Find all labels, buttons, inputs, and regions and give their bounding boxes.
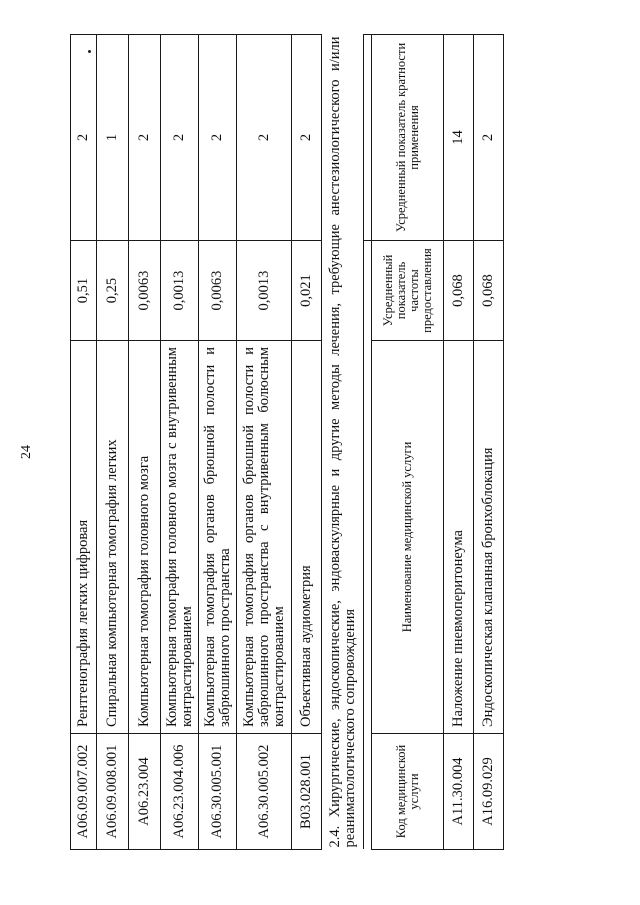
service-code: B03.028.001 [292, 734, 322, 850]
spacer-row [364, 35, 372, 850]
service-name: Наложение пневмоперитонеума [444, 341, 474, 734]
table-row [199, 35, 237, 850]
section-cell [322, 35, 364, 850]
table-row [292, 35, 322, 850]
header-code: Код медицинской услуги [372, 734, 444, 850]
multiplicity-value: 14 [444, 35, 474, 241]
table-row [237, 35, 292, 850]
frequency-value: 0,51 [71, 241, 97, 341]
services-table [70, 34, 504, 850]
multiplicity-value: 2 [199, 35, 237, 241]
table-row [97, 35, 129, 850]
frequency-value: 0,25 [97, 241, 129, 341]
table-row [161, 35, 199, 850]
service-code: A11.30.004 [444, 734, 474, 850]
header-name: Наименование медицинской услуги [372, 341, 444, 734]
service-name: Компьютерная томография органов брюшной полости и забрюшинного пространства [199, 341, 237, 734]
header-multiplicity: Усредненный показатель кратности применения [372, 35, 444, 241]
header-row [372, 35, 444, 850]
frequency-value: 0,068 [444, 241, 474, 341]
multiplicity-value: 2 [71, 35, 97, 241]
table-row [474, 35, 504, 850]
frequency-value: 0,0063 [199, 241, 237, 341]
service-name: Эндоскопическая клапанная бронхоблокация [474, 341, 504, 734]
page-number: 24 [19, 445, 34, 459]
frequency-value: 0,0063 [129, 241, 161, 341]
service-code: A16.09.029 [474, 734, 504, 850]
service-name: Рентгенография легких цифровая [71, 341, 97, 734]
service-code: A06.09.008.001 [97, 734, 129, 850]
table-row [129, 35, 161, 850]
service-code: A06.23.004 [129, 734, 161, 850]
section-row [322, 35, 364, 850]
multiplicity-value: 2 [129, 35, 161, 241]
table-row [444, 35, 474, 850]
frequency-value: 0,0013 [237, 241, 292, 341]
multiplicity-value: 2 [474, 35, 504, 241]
rotated-table-area [70, 35, 530, 850]
service-name: Спиральная компьютерная томография легких [97, 341, 129, 734]
table-row [71, 35, 97, 850]
section-title: 2.4. Хирургические, эндоскопические, эндоваскулярные и другие методы лечения, требующие анестезиологического и/или реаниматологического сопровождения [326, 36, 358, 848]
multiplicity-value: 1 [97, 35, 129, 241]
header-frequency: Усредненный показатель частоты предоставления [372, 241, 444, 341]
service-code: A06.09.007.002 [71, 734, 97, 850]
multiplicity-value: 2 [292, 35, 322, 241]
service-code: A06.30.005.001 [199, 734, 237, 850]
service-name: Объективная аудиометрия [292, 341, 322, 734]
service-code: A06.30.005.002 [237, 734, 292, 850]
service-name: Компьютерная томография органов брюшной полости и забрюшинного пространства с внутривенным болюсным контрастированием [237, 341, 292, 734]
service-code: A06.23.004.006 [161, 734, 199, 850]
frequency-value: 0,0013 [161, 241, 199, 341]
service-name: Компьютерная томография головного мозга [129, 341, 161, 734]
service-name: Компьютерная томография головного мозга с внутривенным контрастированием [161, 341, 199, 734]
multiplicity-value: 2 [161, 35, 199, 241]
frequency-value: 0,068 [474, 241, 504, 341]
multiplicity-value: 2 [237, 35, 292, 241]
frequency-value: 0,021 [292, 241, 322, 341]
